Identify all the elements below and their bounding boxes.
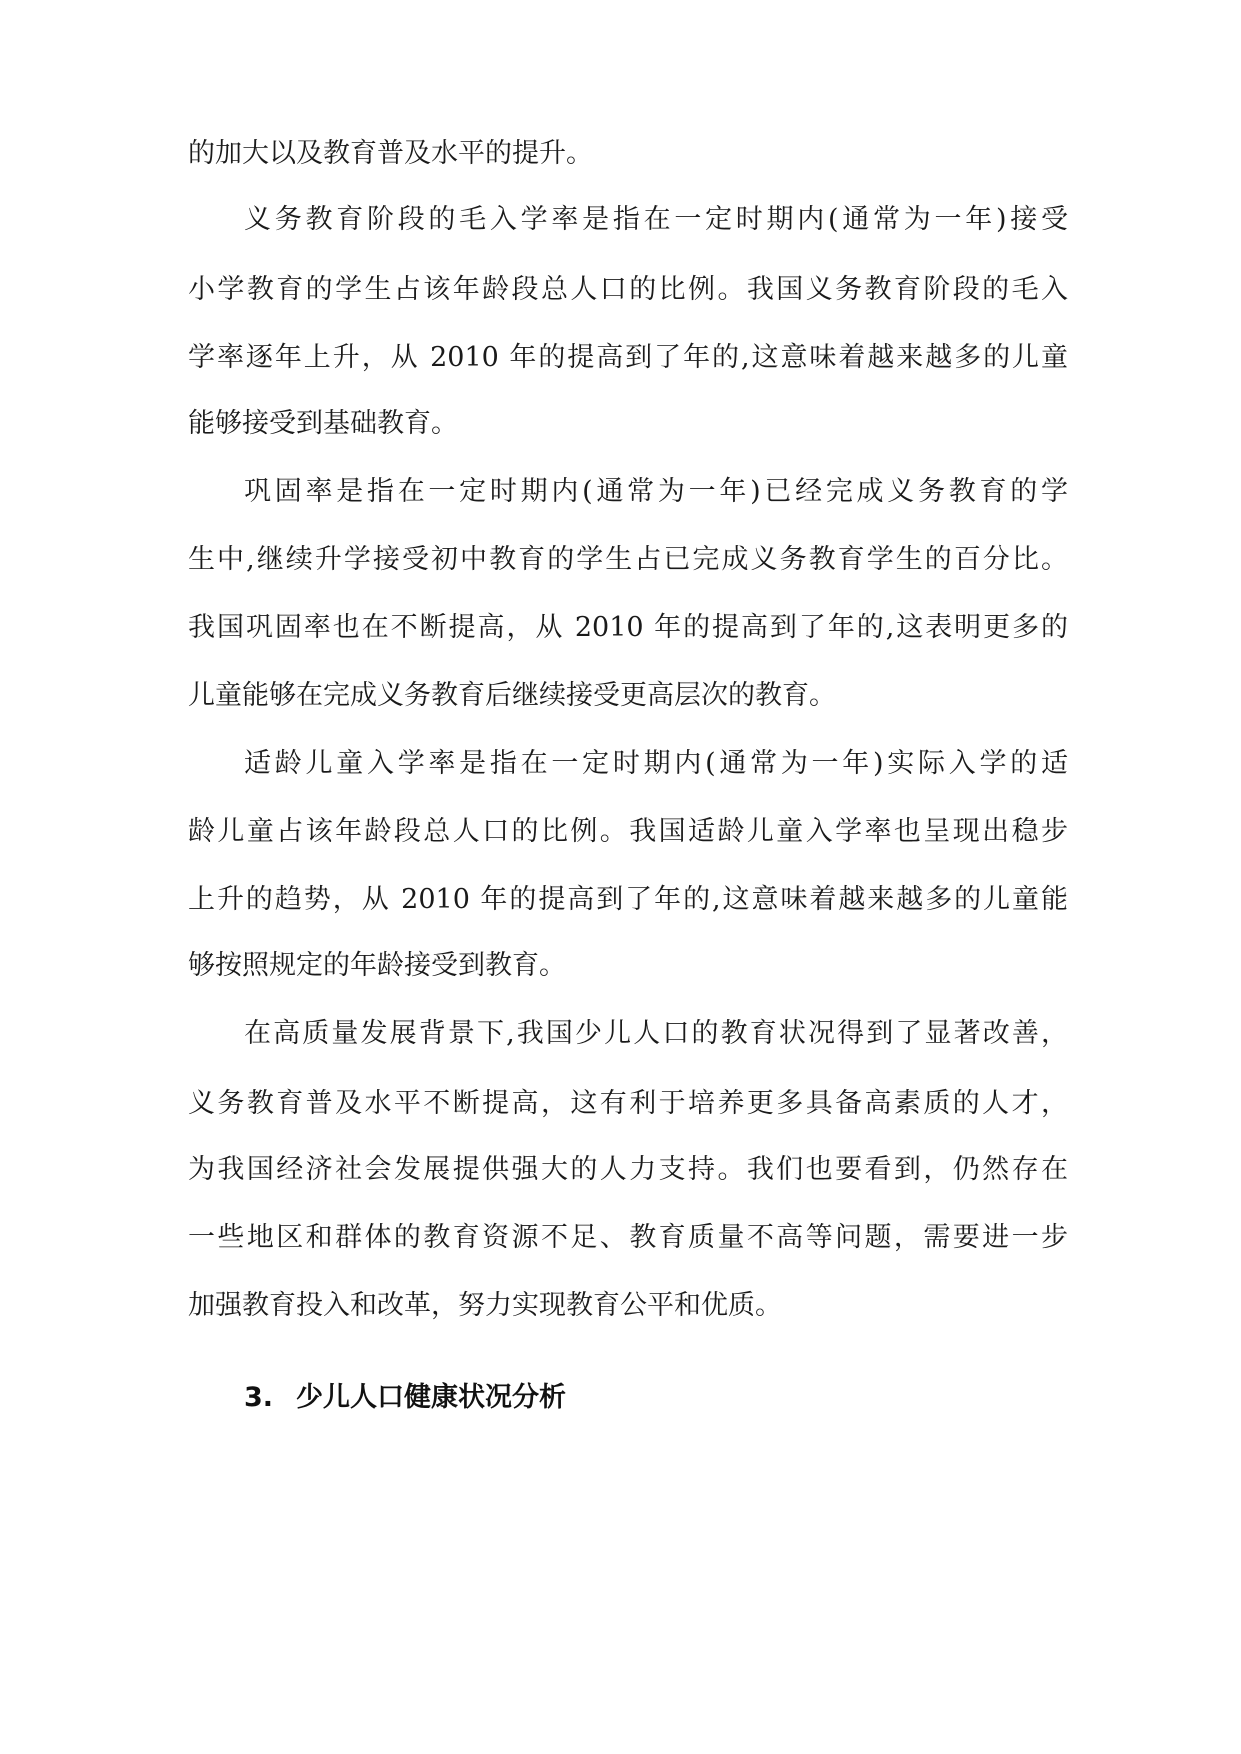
paragraph-line: 学率逐年上升，从 2010 年的提高到了年的,这意味着越来越多的儿童 (188, 342, 1068, 373)
paragraph-line: 在高质量发展背景下,我国少儿人口的教育状况得到了显著改善， (244, 1018, 1068, 1049)
section-title: 少儿人口健康状况分析 (296, 1382, 566, 1413)
paragraph-line: 能够接受到基础教育。 (188, 408, 458, 439)
paragraph-line: 儿童能够在完成义务教育后继续接受更高层次的教育。 (188, 680, 836, 711)
paragraph-line: 一些地区和群体的教育资源不足、教育质量不高等问题，需要进一步 (188, 1222, 1068, 1253)
paragraph-line: 生中,继续升学接受初中教育的学生占已完成义务教育学生的百分比。 (188, 544, 1068, 575)
section-number: 3. (244, 1382, 274, 1413)
paragraph-line: 的加大以及教育普及水平的提升。 (188, 138, 593, 169)
paragraph-line: 巩固率是指在一定时期内(通常为一年)已经完成义务教育的学 (244, 476, 1068, 507)
paragraph-line: 义务教育普及水平不断提高，这有利于培养更多具备高素质的人才， (188, 1088, 1068, 1119)
paragraph-line: 龄儿童占该年龄段总人口的比例。我国适龄儿童入学率也呈现出稳步 (188, 816, 1068, 847)
paragraph-line: 义务教育阶段的毛入学率是指在一定时期内(通常为一年)接受 (244, 204, 1068, 235)
paragraph-line: 小学教育的学生占该年龄段总人口的比例。我国义务教育阶段的毛入 (188, 274, 1068, 305)
paragraph-line: 为我国经济社会发展提供强大的人力支持。我们也要看到，仍然存在 (188, 1154, 1068, 1185)
paragraph-line: 适龄儿童入学率是指在一定时期内(通常为一年)实际入学的适 (244, 748, 1068, 779)
section-heading (244, 1380, 844, 1416)
paragraph-line: 我国巩固率也在不断提高，从 2010 年的提高到了年的,这表明更多的 (188, 612, 1068, 643)
paragraph-line: 上升的趋势，从 2010 年的提高到了年的,这意味着越来越多的儿童能 (188, 884, 1068, 915)
paragraph-line: 够按照规定的年龄接受到教育。 (188, 950, 566, 981)
paragraph-line: 加强教育投入和改革，努力实现教育公平和优质。 (188, 1290, 782, 1321)
